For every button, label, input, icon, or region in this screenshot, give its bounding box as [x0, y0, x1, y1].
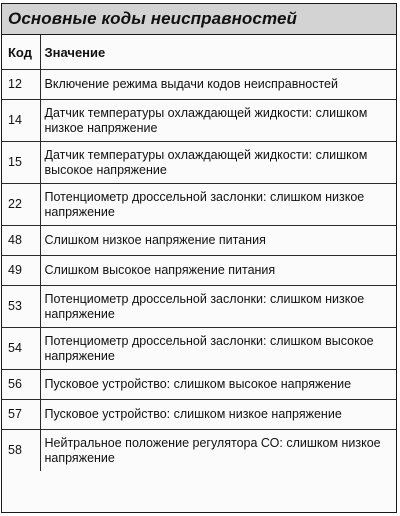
table-header-row: [2, 35, 396, 70]
meaning-cell: Нейтральное положение регулятора СО: слишком низкое напряжение: [44, 435, 381, 465]
code-cell: 58: [2, 430, 40, 472]
code-cell: 15: [2, 142, 40, 184]
table-row: [2, 370, 396, 400]
meaning-cell: Потенциометр дроссельной заслонки: слишком низкое напряжение: [40, 286, 396, 328]
code-cell: 54: [2, 328, 40, 370]
code-cell: 53: [2, 286, 40, 328]
code-cell: 12: [2, 70, 40, 100]
meaning-cell: Потенциометр дроссельной заслонки: слишком высокое напряжение: [40, 328, 396, 370]
code-cell: 22: [2, 184, 40, 226]
table-row: [2, 286, 396, 328]
table-row: [2, 400, 396, 430]
code-cell: 56: [2, 370, 40, 400]
table-row: [2, 256, 396, 286]
table-row: [2, 328, 396, 370]
table-row: [2, 430, 396, 472]
table-row: [2, 142, 396, 184]
meaning-cell: Слишком низкое напряжение питания: [40, 226, 396, 256]
meaning-cell: Датчик температуры охлаждающей жидкости: слишком низкое напряжение: [40, 100, 396, 142]
meaning-cell: Включение режима выдачи кодов неисправностей: [40, 70, 396, 100]
fault-codes-table-panel: [1, 3, 397, 513]
meaning-cell: Потенциометр дроссельной заслонки: слишком низкое напряжение: [40, 184, 396, 226]
code-cell: 49: [2, 256, 40, 286]
code-cell: 48: [2, 226, 40, 256]
meaning-cell: Пусковое устройство: слишком низкое напряжение: [40, 400, 396, 430]
column-header-meaning: Значение: [40, 35, 396, 70]
title-bar: [2, 4, 396, 35]
code-cell: 57: [2, 400, 40, 430]
table-row: [2, 184, 396, 226]
meaning-cell: Пусковое устройство: слишком высокое напряжение: [40, 370, 396, 400]
code-cell: 14: [2, 100, 40, 142]
column-header-code: Код: [2, 35, 40, 70]
table-row: [2, 226, 396, 256]
table-row: [2, 100, 396, 142]
table-row: [2, 70, 396, 100]
fault-codes-table: [2, 35, 396, 471]
page-title: Основные коды неисправностей: [8, 9, 298, 28]
meaning-cell: Датчик температуры охлаждающей жидкости: слишком высокое напряжение: [40, 142, 396, 184]
meaning-cell: Слишком высокое напряжение питания: [40, 256, 396, 286]
